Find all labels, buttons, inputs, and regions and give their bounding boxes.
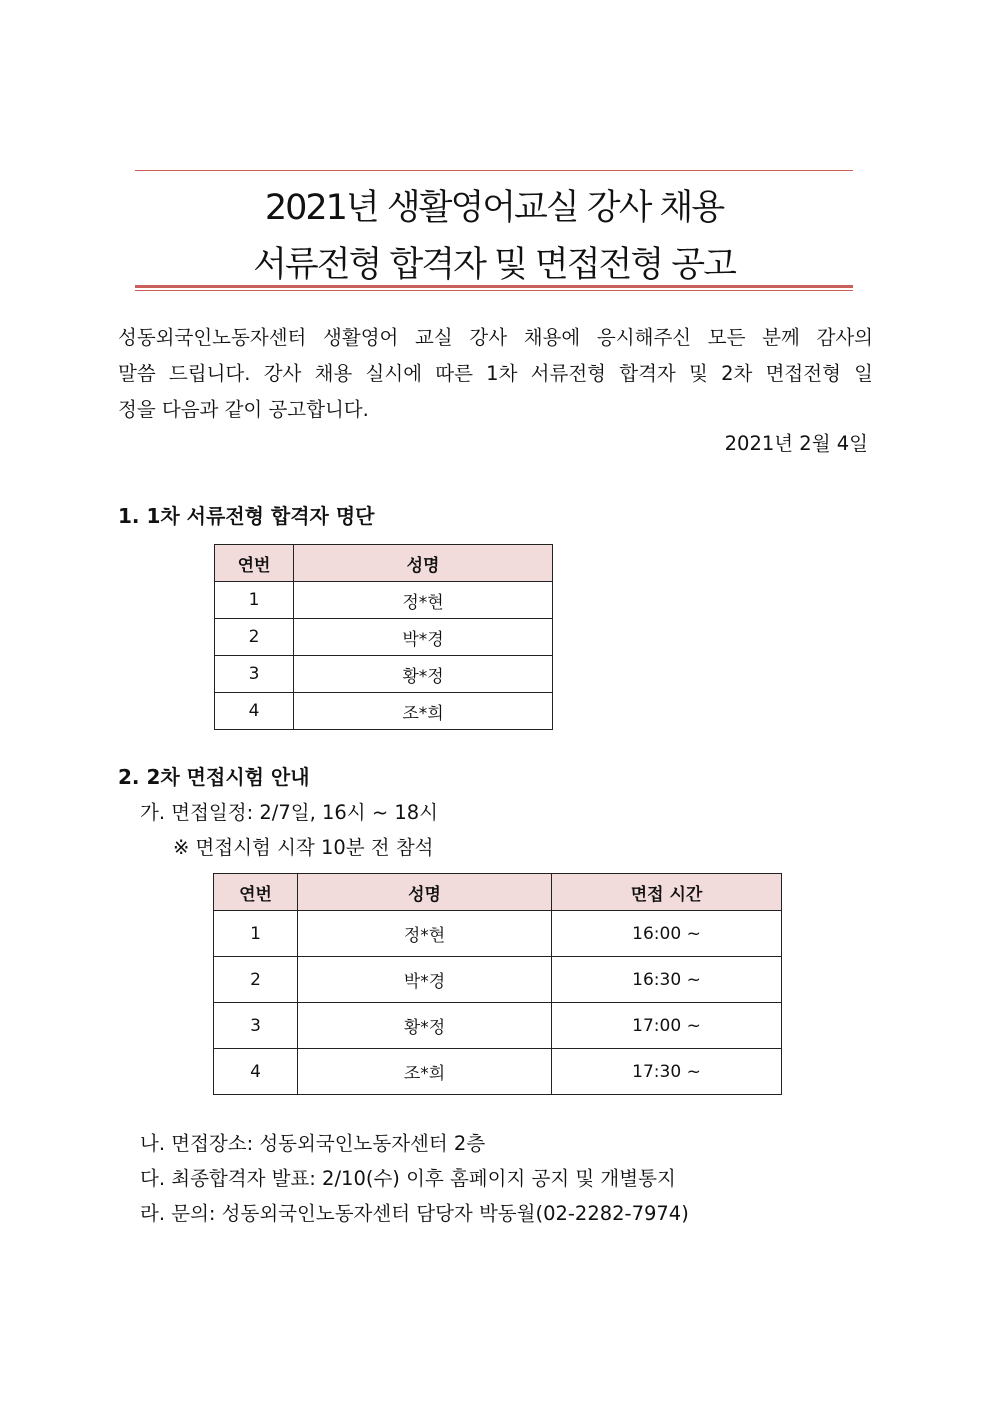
title-bottom-rule-thin (135, 290, 853, 291)
table-header-row (215, 545, 553, 582)
col-header-name: 성명 (294, 545, 553, 582)
cell-name: 정*현 (298, 911, 552, 957)
final-announcement: 다. 최종합격자 발표: 2/10(수) 이후 홈페이지 공지 및 개별통지 (140, 1167, 676, 1190)
title-top-rule (135, 170, 853, 171)
table-header-row (214, 874, 782, 911)
cell-number: 3 (215, 656, 294, 693)
table-row (214, 957, 782, 1003)
table-row (215, 582, 553, 619)
page-title-line1: 2021년 생활영어교실 강사 채용 (264, 188, 724, 228)
table-row (215, 693, 553, 730)
cell-name: 박*경 (298, 957, 552, 1003)
cell-number: 4 (215, 693, 294, 730)
cell-time: 16:00 ~ (552, 911, 782, 957)
document-pass-table (214, 544, 553, 730)
col-header-number: 연번 (214, 874, 298, 911)
interview-table (213, 873, 782, 1095)
cell-name: 박*경 (294, 619, 553, 656)
cell-number: 2 (214, 957, 298, 1003)
col-header-number: 연번 (215, 545, 294, 582)
page-title-line2: 서류전형 합격자 및 면접전형 공고 (253, 245, 735, 285)
cell-name: 조*희 (294, 693, 553, 730)
table-row (215, 656, 553, 693)
cell-number: 1 (215, 582, 294, 619)
table-row (214, 1049, 782, 1095)
cell-name: 황*정 (298, 1003, 552, 1049)
table-row (215, 619, 553, 656)
table-row (214, 1003, 782, 1049)
cell-number: 4 (214, 1049, 298, 1095)
cell-time: 17:30 ~ (552, 1049, 782, 1095)
notice-date: 2021년 2월 4일 (724, 432, 868, 455)
cell-name: 황*정 (294, 656, 553, 693)
section2-heading: 2. 2차 면접시험 안내 (118, 765, 310, 789)
intro-line: 정을 다음과 같이 공고합니다. (118, 398, 369, 421)
interview-schedule: 가. 면접일정: 2/7일, 16시 ~ 18시 (140, 801, 439, 824)
col-header-name: 성명 (298, 874, 552, 911)
intro-line: 성동외국인노동자센터 생활영어 교실 강사 채용에 응시해주신 모든 분께 감사의 (118, 326, 873, 349)
cell-time: 17:00 ~ (552, 1003, 782, 1049)
interview-place: 나. 면접장소: 성동외국인노동자센터 2층 (140, 1132, 486, 1155)
cell-number: 1 (214, 911, 298, 957)
intro-paragraph (118, 320, 873, 428)
cell-time: 16:30 ~ (552, 957, 782, 1003)
cell-name: 정*현 (294, 582, 553, 619)
section1-heading: 1. 1차 서류전형 합격자 명단 (118, 504, 375, 528)
title-bottom-rule (135, 285, 853, 288)
cell-number: 2 (215, 619, 294, 656)
cell-number: 3 (214, 1003, 298, 1049)
attendance-note: ※ 면접시험 시작 10분 전 참석 (173, 836, 434, 859)
cell-name: 조*희 (298, 1049, 552, 1095)
table-row (214, 911, 782, 957)
col-header-time: 면접 시간 (552, 874, 782, 911)
contact-info: 라. 문의: 성동외국인노동자센터 담당자 박동월(02-2282-7974) (140, 1202, 689, 1225)
intro-line: 말씀 드립니다. 강사 채용 실시에 따른 1차 서류전형 합격자 및 2차 면접전형 일 (118, 362, 873, 385)
